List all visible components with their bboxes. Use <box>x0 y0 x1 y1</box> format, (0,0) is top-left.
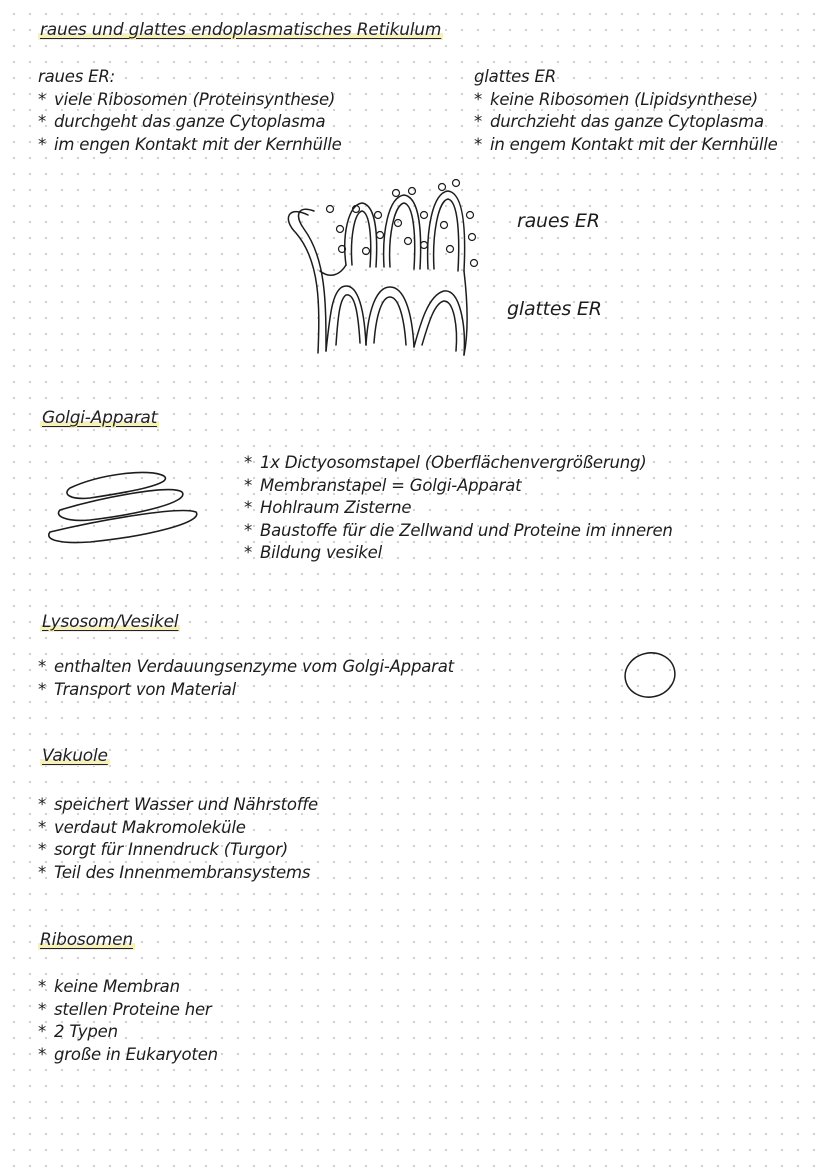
list-item: * speichert Wasser und Nährstoffe <box>38 795 318 814</box>
lysosome-list <box>38 656 454 701</box>
list-item: * große in Eukaryoten <box>38 1044 218 1064</box>
er-diagram-drawing <box>280 175 500 365</box>
golgi-drawing <box>40 462 210 552</box>
ribosomes-list <box>38 976 218 1066</box>
list-item: * im engen Kontakt mit der Kernhülle <box>38 134 342 154</box>
list-item: * Teil des Innenmembransystems <box>38 862 311 882</box>
lysosome-heading: Lysosom/Vesikel <box>42 612 179 632</box>
list-item: * 2 Typen <box>38 1022 118 1041</box>
rough-er-list <box>38 89 342 157</box>
list-item: * keine Membran <box>38 977 180 996</box>
golgi-list <box>244 452 673 565</box>
golgi-section <box>244 452 673 565</box>
vacuole-list <box>38 794 318 884</box>
list-item: * enthalten Verdauungsenzyme vom Golgi-Apparat <box>38 657 454 676</box>
smooth-er-heading: glattes ER <box>474 67 556 86</box>
list-item: * Hohlraum Zisterne <box>244 498 412 517</box>
vacuole-heading: Vakuole <box>42 746 108 766</box>
vesicle-drawing <box>622 650 678 700</box>
golgi-heading: Golgi-Apparat <box>42 408 158 428</box>
ribosomes-section <box>38 976 218 1066</box>
smooth-er-list <box>474 89 778 157</box>
vacuole-section <box>38 794 318 884</box>
rough-er-diagram-label: raues ER <box>517 210 600 232</box>
ribosomes-heading: Ribosomen <box>40 930 133 950</box>
list-item: * Bildung vesikel <box>244 543 382 562</box>
list-item: * durchzieht das ganze Cytoplasma <box>474 112 764 131</box>
smooth-er-section <box>474 66 778 156</box>
page-title: raues und glattes endoplasmatisches Retikulum <box>40 20 442 40</box>
rough-er-heading: raues ER: <box>38 67 115 86</box>
list-item: * sorgt für Innendruck (Turgor) <box>38 840 289 859</box>
list-item: * Transport von Material <box>38 679 237 699</box>
list-item: * viele Ribosomen (Proteinsynthese) <box>38 89 336 109</box>
list-item: * Baustoffe für die Zellwand und Proteine im inneren <box>244 520 673 540</box>
lysosome-section <box>38 656 454 701</box>
list-item: * durchgeht das ganze Cytoplasma <box>38 112 326 131</box>
list-item: * 1x Dictyosomstapel (Oberflächenvergrößerung) <box>244 453 647 472</box>
list-item: * in engem Kontakt mit der Kernhülle <box>474 134 778 154</box>
list-item: * verdaut Makromoleküle <box>38 817 246 837</box>
list-item: * stellen Proteine her <box>38 999 212 1019</box>
list-item: * keine Ribosomen (Lipidsynthese) <box>474 89 759 109</box>
smooth-er-diagram-label: glattes ER <box>507 298 602 320</box>
list-item: * Membranstapel = Golgi-Apparat <box>244 475 522 495</box>
rough-er-section <box>38 66 342 156</box>
